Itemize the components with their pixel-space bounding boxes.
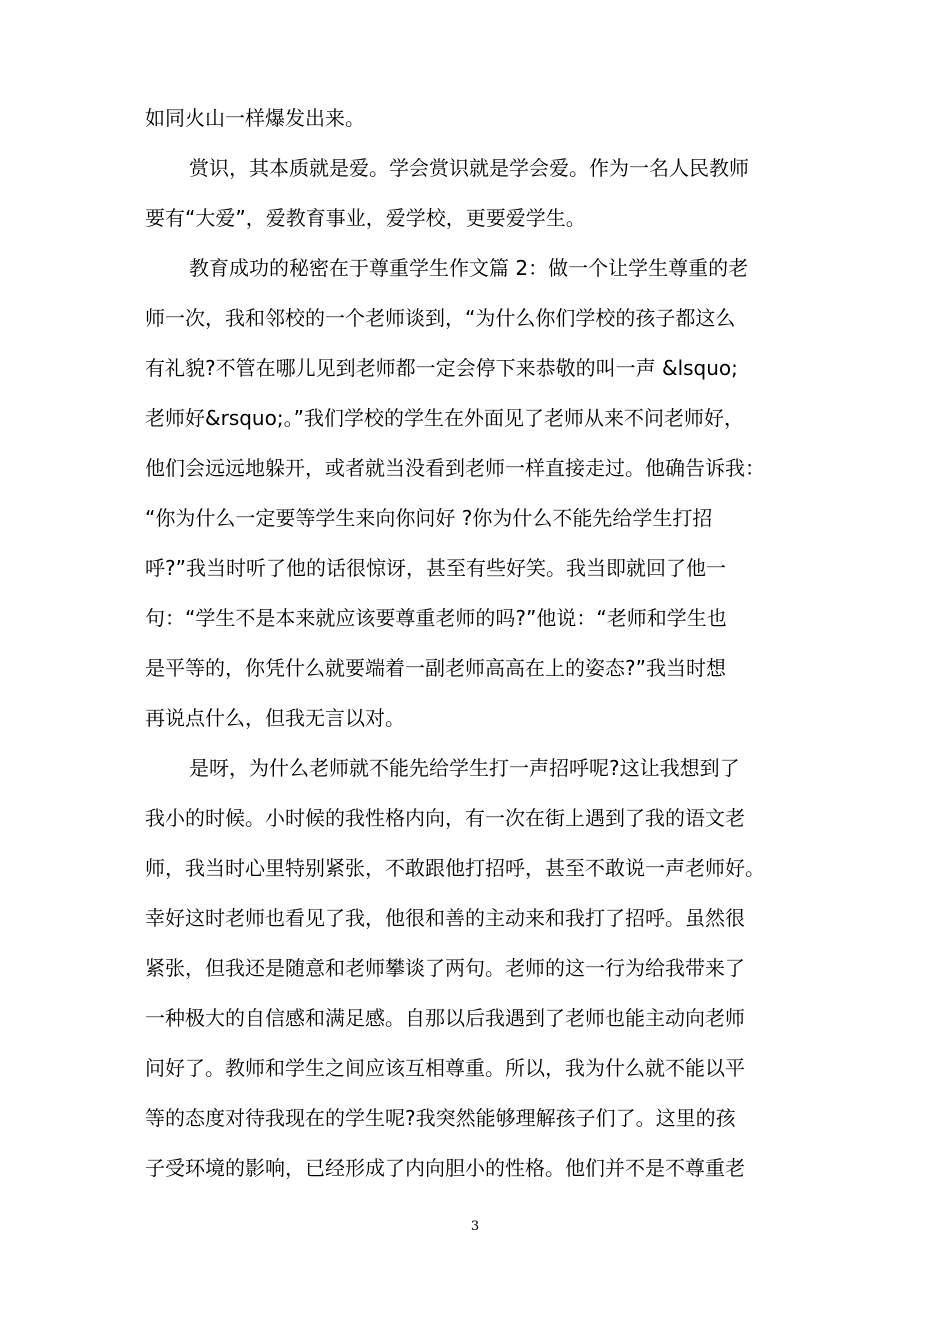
text-line: 呼?”我当时听了他的话很惊讶，甚至有些好笑。我当即就回了他一 [145,556,726,580]
text-line: 如同火山一样爆发出来。 [145,106,365,130]
text-line: 是呀，为什么老师就不能先给学生打一声招呼呢?这让我想到了 [189,756,740,780]
text-line: 师，我当时心里特别紧张，不敢跟他打招呼，甚至不敢说一声老师好。 [145,856,765,880]
text-line: 问好了。教师和学生之间应该互相尊重。所以，我为什么就不能以平 [145,1056,745,1080]
text-line: 要有“大爱”，爱教育事业，爱学校，更要爱学生。 [145,206,586,230]
text-line: 有礼貌?不管在哪儿见到老师都一定会停下来恭敬的叫一声 &lsquo; [145,356,738,380]
text-line: 幸好这时老师也看见了我，他很和善的主动来和我打了招呼。虽然很 [145,906,745,930]
text-line: 师一次，我和邻校的一个老师谈到，“为什么你们学校的孩子都这么 [145,306,736,330]
body-text [145,93,825,1193]
text-line: 赏识，其本质就是爱。学会赏识就是学会爱。作为一名人民教师 [189,156,749,180]
text-line: 我小的时候。小时候的我性格内向，有一次在街上遇到了我的语文老 [145,806,745,830]
text-line: 再说点什么，但我无言以对。 [145,706,405,730]
text-line: 他们会远远地躲开，或者就当没看到老师一样直接走过。他确告诉我： [145,456,765,480]
text-line: 一种极大的自信感和满足感。自那以后我遇到了老师也能主动向老师 [145,1006,745,1030]
page-number: 3 [470,1219,480,1234]
text-line: 子受环境的影响，已经形成了内向胆小的性格。他们并不是不尊重老 [145,1156,745,1180]
text-line: “你为什么一定要等学生来向你问好 ?你为什么不能先给学生打招 [145,506,713,530]
text-line: 教育成功的秘密在于尊重学生作文篇 2：做一个让学生尊重的老 [189,256,749,280]
text-line: 是平等的，你凭什么就要端着一副老师高高在上的姿态?”我当时想 [145,656,726,680]
text-line: 等的态度对待我现在的学生呢?我突然能够理解孩子们了。这里的孩 [145,1106,736,1130]
text-line: 句：“学生不是本来就应该要尊重老师的吗?”他说：“老师和学生也 [145,606,727,630]
text-line: 老师好&rsquo;。”我们学校的学生在外面见了老师从来不问老师好， [145,406,744,430]
text-line: 紧张，但我还是随意和老师攀谈了两句。老师的这一行为给我带来了 [145,956,745,980]
